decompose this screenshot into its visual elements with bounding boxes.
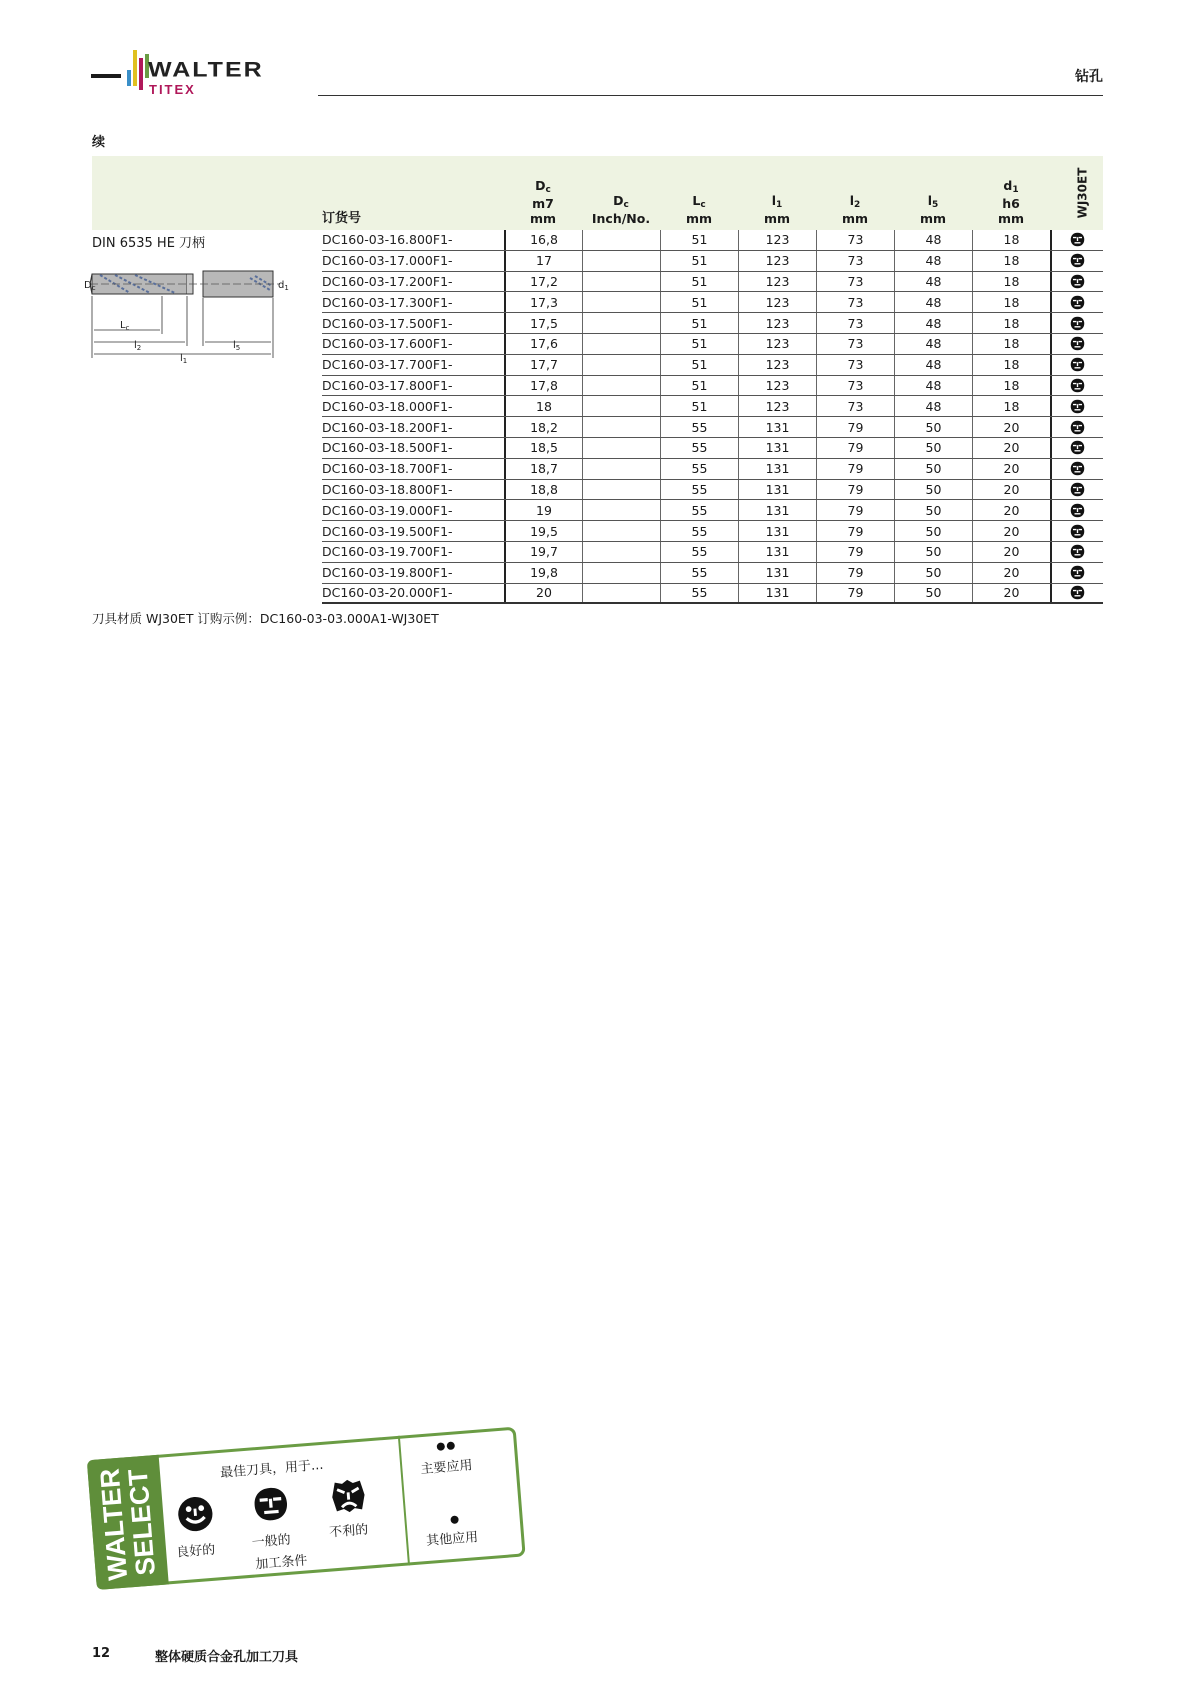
cell-d1: 20: [972, 584, 1050, 603]
cell-order-number: DC160-03-18.700F1-: [322, 461, 453, 477]
cell-l2: 73: [816, 272, 894, 292]
svg-text:Lc: $L_c$: [120, 320, 130, 332]
cell-dc-mm: 17,8: [504, 376, 582, 396]
cell-order-number: DC160-03-20.000F1-: [322, 585, 453, 601]
cell-l2: 73: [816, 396, 894, 416]
cell-order-number: DC160-03-19.500F1-: [322, 523, 453, 539]
logo-bar-magenta: [139, 58, 143, 90]
header-label: $l_5$: [927, 193, 939, 210]
cell-lc: 55: [660, 417, 738, 437]
cell-order-number: DC160-03-17.000F1-: [322, 253, 453, 269]
cell-l1: 131: [738, 438, 816, 458]
bad-label: 不利的: [328, 1522, 369, 1541]
header-tolerance: h6: [1002, 196, 1020, 211]
cell-dc-mm: 18: [504, 396, 582, 416]
cell-dc-mm: 17,6: [504, 334, 582, 354]
cell-dc-mm: 17,3: [504, 292, 582, 312]
cell-order-number: DC160-03-18.000F1-: [322, 398, 453, 414]
cell-d1: 18: [972, 334, 1050, 354]
dc-label: $D_c$: [84, 280, 96, 292]
logo-subtitle: TITEX: [149, 82, 196, 97]
cell-l1: 131: [738, 459, 816, 479]
header-order-number: [322, 156, 504, 230]
primary-application-label: 主要应用: [419, 1458, 474, 1478]
cell-lc: 51: [660, 376, 738, 396]
cell-d1: 18: [972, 355, 1050, 375]
table-row: [322, 438, 1103, 459]
legend-brand-text: [96, 1465, 161, 1581]
conditions-label: 加工条件: [254, 1553, 308, 1573]
cell-l2: 79: [816, 521, 894, 541]
cell-l5: 48: [894, 355, 972, 375]
shank-type-label: DIN 6535 HE 刀柄: [92, 236, 206, 251]
header-unit: mm: [841, 211, 869, 226]
good-face-icon: [176, 1495, 215, 1534]
cell-dc-mm: 16,8: [504, 230, 582, 250]
cell-l5: 50: [894, 480, 972, 500]
cell-lc: 51: [660, 396, 738, 416]
brand-line-1: WALTER: [94, 1467, 134, 1582]
header-grade-label: WJ30ET: [1075, 167, 1090, 219]
cell-l5: 48: [894, 376, 972, 396]
cell-dc-mm: 18,7: [504, 459, 582, 479]
cell-dc-mm: 19,7: [504, 542, 582, 562]
normal-face-icon: [1070, 565, 1085, 580]
cell-l1: 123: [738, 376, 816, 396]
cell-dc-inch: [582, 521, 660, 541]
cell-order-number: DC160-03-17.300F1-: [322, 294, 453, 310]
cell-dc-inch: [582, 313, 660, 333]
cell-lc: 51: [660, 230, 738, 250]
cell-l2: 79: [816, 480, 894, 500]
cell-order-number: DC160-03-17.600F1-: [322, 336, 453, 352]
normal-face-icon: [1070, 295, 1085, 310]
cell-dc-mm: 18,5: [504, 438, 582, 458]
cell-order-number: DC160-03-18.800F1-: [322, 481, 453, 497]
cell-order-number: DC160-03-19.700F1-: [322, 544, 453, 560]
cell-grade: [1050, 251, 1103, 271]
cell-dc-inch: [582, 230, 660, 250]
table-row: [322, 500, 1103, 521]
cell-grade: [1050, 376, 1103, 396]
header-unit: mm: [685, 211, 713, 226]
normal-face-icon: [1070, 316, 1085, 331]
cell-dc-mm: 17,2: [504, 272, 582, 292]
cell-d1: 20: [972, 459, 1050, 479]
bad-face-icon: [329, 1477, 368, 1516]
legend-heading: 最佳刀具，用于...: [219, 1457, 324, 1481]
cell-grade: [1050, 230, 1103, 250]
normal-face-icon: [1070, 420, 1085, 435]
cell-lc: 51: [660, 251, 738, 271]
cell-d1: 18: [972, 376, 1050, 396]
normal-face-icon: [1070, 274, 1085, 289]
cell-l5: 50: [894, 521, 972, 541]
cell-l1: 131: [738, 480, 816, 500]
cell-l2: 79: [816, 584, 894, 603]
cell-l5: 50: [894, 563, 972, 583]
header-grade: [1062, 156, 1103, 230]
cell-d1: 20: [972, 521, 1050, 541]
cell-l2: 73: [816, 230, 894, 250]
cell-l1: 123: [738, 313, 816, 333]
cell-dc-mm: 17,5: [504, 313, 582, 333]
cell-d1: 18: [972, 396, 1050, 416]
table-row: [322, 376, 1103, 397]
header-label: $D_c$: [613, 193, 629, 210]
header-label: $l_2$: [849, 193, 861, 210]
walter-select-legend: [87, 1427, 526, 1590]
cell-d1: 18: [972, 251, 1050, 271]
header-unit: mm: [529, 211, 557, 226]
cell-dc-inch: [582, 355, 660, 375]
cell-lc: 51: [660, 313, 738, 333]
cell-order-number: DC160-03-19.800F1-: [322, 565, 453, 581]
order-example-note: 刀具材质 WJ30ET 订购示例：DC160-03-03.000A1-WJ30ET: [92, 611, 439, 626]
cell-grade: [1050, 563, 1103, 583]
cell-d1: 18: [972, 272, 1050, 292]
cell-grade: [1050, 417, 1103, 437]
cell-order-number: DC160-03-17.800F1-: [322, 377, 453, 393]
catalog-title: 整体硬质合金孔加工刀具: [155, 1650, 299, 1665]
header-label: $d_1$: [1003, 178, 1019, 195]
header-dc-inch: [582, 156, 660, 230]
cell-l1: 123: [738, 396, 816, 416]
cell-dc-mm: 19,8: [504, 563, 582, 583]
drill-dimension-drawing: [84, 262, 320, 365]
legend-brand-panel: [87, 1455, 169, 1590]
cell-grade: [1050, 500, 1103, 520]
cell-l2: 73: [816, 251, 894, 271]
cell-dc-inch: [582, 292, 660, 312]
cell-grade: [1050, 313, 1103, 333]
cell-l2: 73: [816, 376, 894, 396]
cell-dc-inch: [582, 396, 660, 416]
cell-order-number: DC160-03-17.200F1-: [322, 273, 453, 289]
cell-order-number: DC160-03-19.000F1-: [322, 502, 453, 518]
brand-line-2: SELECT: [122, 1468, 161, 1577]
cell-grade: [1050, 584, 1103, 603]
cell-l1: 123: [738, 272, 816, 292]
header-l2: [816, 156, 894, 230]
cell-l1: 131: [738, 521, 816, 541]
table-row: [322, 272, 1103, 293]
svg-text:l2: $l_2$: [134, 340, 142, 352]
cell-l2: 73: [816, 334, 894, 354]
cell-dc-mm: 18,8: [504, 480, 582, 500]
header-l1: [738, 156, 816, 230]
cell-l1: 123: [738, 355, 816, 375]
cell-order-number: DC160-03-18.200F1-: [322, 419, 453, 435]
cell-dc-inch: [582, 563, 660, 583]
cell-grade: [1050, 334, 1103, 354]
continued-label: 续: [92, 135, 106, 150]
cell-dc-inch: [582, 334, 660, 354]
normal-label: 一般的: [251, 1532, 292, 1551]
cell-l1: 131: [738, 584, 816, 603]
header-label: $L_c$: [692, 193, 706, 210]
cell-l2: 73: [816, 292, 894, 312]
table-row: [322, 334, 1103, 355]
cell-dc-inch: [582, 251, 660, 271]
cell-l5: 48: [894, 313, 972, 333]
header-divider: [318, 95, 1103, 96]
header-dc-mm: [504, 156, 582, 230]
cell-l5: 48: [894, 334, 972, 354]
cell-l5: 48: [894, 272, 972, 292]
cell-l5: 50: [894, 417, 972, 437]
cell-grade: [1050, 459, 1103, 479]
other-application-label: 其他应用: [425, 1529, 479, 1549]
table-row: [322, 542, 1103, 563]
normal-face-icon: [1070, 399, 1085, 414]
cell-d1: 20: [972, 563, 1050, 583]
cell-dc-inch: [582, 480, 660, 500]
cell-d1: 18: [972, 292, 1050, 312]
normal-face-icon: [1070, 357, 1085, 372]
cell-l2: 79: [816, 417, 894, 437]
cell-l1: 131: [738, 500, 816, 520]
cell-lc: 51: [660, 334, 738, 354]
table-row: [322, 313, 1103, 334]
cell-dc-inch: [582, 272, 660, 292]
cell-order-number: DC160-03-17.700F1-: [322, 357, 453, 373]
normal-face-icon: [1070, 461, 1085, 476]
cell-dc-mm: 18,2: [504, 417, 582, 437]
table-row: [322, 355, 1103, 376]
cell-grade: [1050, 355, 1103, 375]
header-unit: mm: [997, 211, 1025, 226]
svg-text:l1: $l_1$: [180, 353, 188, 365]
cell-dc-mm: 17: [504, 251, 582, 271]
cell-l5: 48: [894, 396, 972, 416]
header-d1: [972, 156, 1050, 230]
cell-l5: 50: [894, 500, 972, 520]
logo-wordmark: WALTER: [148, 58, 264, 82]
header-unit: mm: [919, 211, 947, 226]
cell-l2: 79: [816, 438, 894, 458]
good-label: 良好的: [175, 1542, 216, 1561]
normal-face-icon: [1070, 482, 1085, 497]
table-row: [322, 521, 1103, 542]
cell-l1: 123: [738, 251, 816, 271]
header-unit: Inch/No.: [591, 211, 651, 226]
cell-grade: [1050, 521, 1103, 541]
cell-lc: 55: [660, 542, 738, 562]
cell-lc: 55: [660, 438, 738, 458]
normal-face-icon: [251, 1485, 290, 1524]
cell-dc-inch: [582, 459, 660, 479]
table-row: [322, 230, 1103, 251]
cell-l5: 48: [894, 251, 972, 271]
cell-l5: 50: [894, 438, 972, 458]
svg-text:l5: $l_5$: [233, 340, 241, 352]
cell-lc: 51: [660, 292, 738, 312]
logo-dash: [91, 74, 121, 78]
cell-lc: 55: [660, 584, 738, 603]
logo-bar-yellow: [133, 50, 137, 86]
cell-l2: 73: [816, 355, 894, 375]
cell-dc-inch: [582, 500, 660, 520]
cell-d1: 20: [972, 438, 1050, 458]
normal-face-icon: [1070, 440, 1085, 455]
cell-dc-inch: [582, 438, 660, 458]
cell-grade: [1050, 542, 1103, 562]
cell-l5: 50: [894, 459, 972, 479]
section-title: 钻孔: [1075, 69, 1103, 85]
table-row: [322, 417, 1103, 438]
normal-face-icon: [1070, 503, 1085, 518]
table-row: [322, 563, 1103, 584]
cell-d1: 20: [972, 500, 1050, 520]
table-row: [322, 292, 1103, 313]
cell-grade: [1050, 292, 1103, 312]
header-unit: mm: [763, 211, 791, 226]
cell-d1: 18: [972, 230, 1050, 250]
cell-dc-inch: [582, 417, 660, 437]
cell-l2: 79: [816, 459, 894, 479]
header-order-label: 订货号: [322, 211, 362, 226]
cell-grade: [1050, 272, 1103, 292]
table-row: [322, 251, 1103, 272]
cell-dc-mm: 19,5: [504, 521, 582, 541]
page-number: 12: [92, 1646, 111, 1661]
normal-face-icon: [1070, 544, 1085, 559]
cell-l5: 50: [894, 542, 972, 562]
cell-grade: [1050, 480, 1103, 500]
walter-titex-logo: [91, 44, 301, 96]
cell-dc-mm: 19: [504, 500, 582, 520]
cell-d1: 20: [972, 480, 1050, 500]
header-tolerance: m7: [532, 196, 554, 211]
cell-l5: 48: [894, 230, 972, 250]
table-row: [322, 459, 1103, 480]
cell-l1: 123: [738, 292, 816, 312]
cell-l5: 48: [894, 292, 972, 312]
cell-l2: 79: [816, 542, 894, 562]
cell-lc: 51: [660, 355, 738, 375]
cell-lc: 55: [660, 480, 738, 500]
cell-dc-mm: 17,7: [504, 355, 582, 375]
cell-dc-inch: [582, 542, 660, 562]
cell-l1: 123: [738, 334, 816, 354]
cell-d1: 20: [972, 417, 1050, 437]
cell-l1: 123: [738, 230, 816, 250]
cell-l1: 131: [738, 542, 816, 562]
cell-dc-mm: 20: [504, 584, 582, 603]
cell-dc-inch: [582, 376, 660, 396]
cell-l2: 79: [816, 500, 894, 520]
table-row: [322, 480, 1103, 501]
cell-l5: 50: [894, 584, 972, 603]
cell-lc: 55: [660, 459, 738, 479]
cell-dc-inch: [582, 584, 660, 603]
cell-l2: 79: [816, 563, 894, 583]
normal-face-icon: [1070, 585, 1085, 600]
normal-face-icon: [1070, 232, 1085, 247]
header-label: $l_1$: [771, 193, 783, 210]
cell-order-number: DC160-03-16.800F1-: [322, 232, 453, 248]
cell-d1: 20: [972, 542, 1050, 562]
cell-order-number: DC160-03-17.500F1-: [322, 315, 453, 331]
normal-face-icon: [1070, 253, 1085, 268]
d1-label: $d_1$: [278, 280, 289, 292]
normal-face-icon: [1070, 336, 1085, 351]
cell-l1: 131: [738, 563, 816, 583]
cell-l1: 131: [738, 417, 816, 437]
cell-d1: 18: [972, 313, 1050, 333]
cell-lc: 55: [660, 521, 738, 541]
table-row: [322, 584, 1103, 605]
normal-face-icon: [1070, 378, 1085, 393]
header-l5: [894, 156, 972, 230]
table-row: [322, 396, 1103, 417]
cell-lc: 55: [660, 500, 738, 520]
header-label: $D_c$: [535, 178, 551, 195]
table-body: [322, 230, 1103, 604]
header-lc: [660, 156, 738, 230]
cell-l2: 73: [816, 313, 894, 333]
cell-grade: [1050, 396, 1103, 416]
logo-bar-blue: [127, 70, 131, 86]
cell-lc: 55: [660, 563, 738, 583]
cell-order-number: DC160-03-18.500F1-: [322, 440, 453, 456]
normal-face-icon: [1070, 524, 1085, 539]
cell-lc: 51: [660, 272, 738, 292]
cell-grade: [1050, 438, 1103, 458]
